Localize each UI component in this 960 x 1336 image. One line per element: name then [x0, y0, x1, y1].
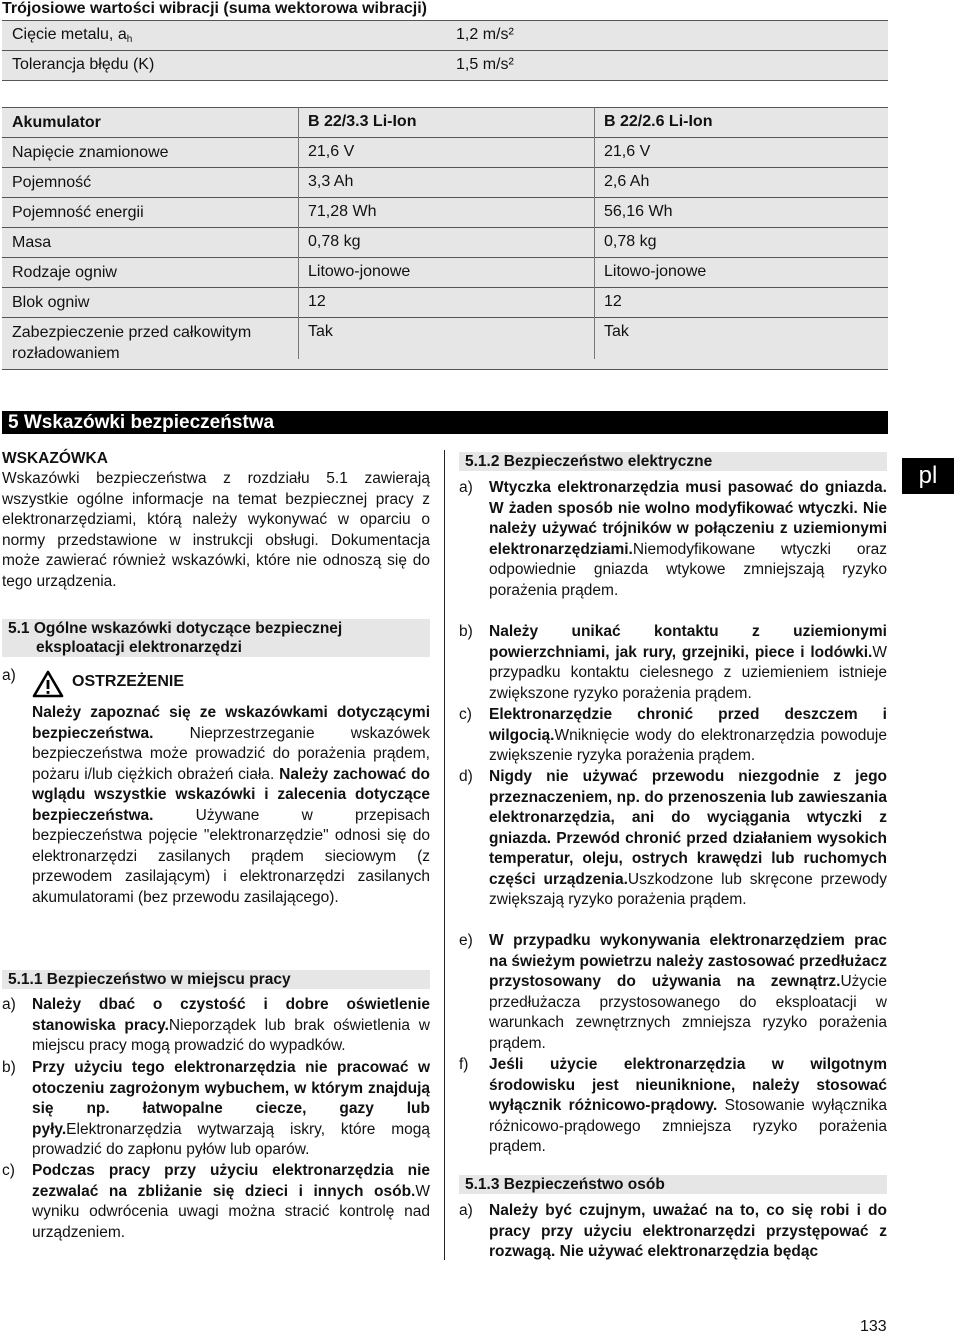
list-item: a) Należy dbać o czystość i dobre oświetlenie stanowiska pracy.Nieporządek lub brak oświetlenia w miejscu pracy mogą prowadzić do wypadków. [2, 996, 430, 1054]
list-item: f) Jeśli użycie elektronarzędzia w wilgotnym środowisku jest nieuniknione, należy stosować wyłącznik różnicowo-prądowy. Stosowanie wyłącznika różnicowo-prądowego zmniejsza ryzyko porażenia prądem. [459, 1056, 887, 1155]
subsection-title-5-1-2: 5.1.2 Bezpieczeństwo elektryczne [459, 452, 887, 471]
column-divider [444, 450, 445, 1260]
table-cell: Pojemność [12, 174, 92, 191]
table-cell: Tak [308, 323, 333, 340]
list-item: a) Należy być czujnym, uważać na to, co się robi i do pracy przy użyciu elektronarzędzi przystępować z rozwagą. Nie używać elektronarzędzia będąc [459, 1202, 887, 1260]
header-cell: B 22/2.6 Li-Ion [604, 113, 713, 130]
vibration-value: 1,5 m/s² [456, 56, 514, 73]
table-cell: Rodzaje ogniw [12, 264, 117, 281]
table-cell: Napięcie znamionowe [12, 144, 169, 161]
vibration-label: Cięcie metalu, ah [12, 26, 133, 45]
header-cell: Akumulator [12, 114, 101, 131]
header-cell: B 22/3.3 Li-Ion [308, 113, 417, 130]
table-cell: 3,3 Ah [308, 173, 354, 190]
list-item: e) W przypadku wykonywania elektronarzędziem prac na świeżym powietrzu należy zastosować przedłużacz przystosowany do używania na zewnątrz.Użycie przedłużacza przystosowanego do eksploatacji w warunkach zewnętrznych zmniejsza ryzyko porażenia prądem. [459, 932, 887, 1052]
table-row [2, 317, 888, 370]
table-header-row [2, 107, 888, 137]
note-heading: WSKAZÓWKA [2, 450, 108, 467]
table-cell: Litowo-jonowe [604, 263, 707, 280]
table-cell: 71,28 Wh [308, 203, 377, 220]
table-row [2, 197, 888, 227]
table-cell: Tak [604, 323, 629, 340]
table-cell: 0,78 kg [604, 233, 657, 250]
table-cell: Pojemność energii [12, 204, 144, 221]
table-row [2, 227, 888, 257]
list-item: b) Należy unikać kontaktu z uziemionymi powierzchniami, jak rury, grzejniki, piece i lodówki.W przypadku kontaktu cielesnego z uziemieniem istnieje zwiększone ryzyko porażenia prądem. [459, 623, 887, 702]
table-row [2, 20, 888, 50]
table-row [2, 287, 888, 317]
table-cell: 21,6 V [604, 143, 651, 160]
table-row [2, 137, 888, 167]
list-item: b) Przy użyciu tego elektronarzędzia nie pracować w otoczeniu zagrożonym wybuchem, w którym znajdują się np. łatwopalne ciecze, gazy lub pyły.Elektronarzędzia wytwarzają iskry, które mogą prowadzić do zapłonu pyłów lub oparów. [2, 1059, 430, 1158]
vibration-title: Trójosiowe wartości wibracji (suma wektorowa wibracji) [2, 0, 428, 17]
vibration-label: Tolerancja błędu (K) [12, 56, 155, 73]
subsection-title-5-1: 5.1 Ogólne wskazówki dotyczące bezpiecznej eksploatacji elektronarzędzi [2, 619, 430, 657]
list-item: c) Elektronarzędzie chronić przed deszczem i wilgocią.Wniknięcie wody do elektronarzędzia powoduje zwiększenie ryzyka porażenia prądem. [459, 706, 887, 764]
subsection-title-5-1-3: 5.1.3 Bezpieczeństwo osób [459, 1175, 887, 1194]
warning-triangle-icon [32, 670, 64, 698]
section-header [2, 411, 888, 434]
table-cell: 2,6 Ah [604, 173, 650, 190]
table-cell: 12 [604, 293, 622, 310]
table-cell: Zabezpieczenie przed całkowitym rozładowaniem [12, 324, 252, 362]
note-text: Wskazówki bezpieczeństwa z rozdziału 5.1 zawierają wszystkie ogólne informacje na temat bezpiecznej pracy z elektronarzędziami, którą należy wykonywać w oparciu o normy przedstawione w instrukcji obsługi. Dokumentacja może zawierać również wskazówki, które nie odnoszą się do tego urządzenia. [2, 470, 430, 590]
list-item: c) Podczas pracy przy użyciu elektronarzędzia nie zezwalać na zbliżanie się dzieci i innych osób.W wyniku odwrócenia uwagi można stracić kontrolę nad urządzeniem. [2, 1162, 430, 1241]
table-row [2, 50, 888, 81]
table-cell: Masa [12, 234, 52, 251]
battery-table [2, 107, 888, 370]
vibration-table [2, 20, 888, 81]
table-cell: Blok ogniw [12, 294, 90, 311]
list-item: a) Wtyczka elektronarzędzia musi pasować do gniazda. W żaden sposób nie wolno modyfikować wtyczki. Nie należy używać trójników w połączeniu z uziemionymi elektronarzędziami.Niemodyfikowane wtyczki oraz odpowiednie gniazda wtykowe zmniejszają ryzyko porażenia prądem. [459, 479, 887, 599]
item-label: a) [2, 667, 16, 684]
table-row [2, 257, 888, 287]
warning-label: OSTRZEŻENIE [72, 673, 185, 690]
table-cell: 12 [308, 293, 326, 310]
section-title: 5 Wskazówki bezpieczeństwa [8, 412, 275, 433]
table-row [2, 167, 888, 197]
table-cell: Litowo-jonowe [308, 263, 411, 280]
language-tab: pl [902, 458, 954, 494]
table-cell: 56,16 Wh [604, 203, 673, 220]
vibration-value: 1,2 m/s² [456, 26, 514, 43]
subsection-title-5-1-1: 5.1.1 Bezpieczeństwo w miejscu pracy [2, 970, 430, 989]
page-number: 133 [860, 1318, 887, 1335]
list-item: d) Nigdy nie używać przewodu niezgodnie z jego przeznaczeniem, np. do przenoszenia lub zawieszania elektronarzędzia, ani do wyciągania wtyczki z gniazda. Przewód chronić przed działaniem wysokich temperatur, oleju, ostrych krawędzi lub ruchomych części urządzenia.Uszkodzone lub skręcone przewody zwiększają ryzyko porażenia prądem. [459, 768, 887, 908]
column-divider [594, 107, 595, 359]
warning-text: Należy zapoznać się ze wskazówkami dotyczącymi bezpieczeństwa. Nieprzestrzeganie wskazówek bezpieczeństwa może prowadzić do porażenia prądem, pożaru i/lub ciężkich obrażeń ciała. Należy zachować do wglądu wszystkie wskazówki i zalecenia dotyczące bezpieczeństwa. Używane w przepisach bezpieczeństwa pojęcie "elektronarzędzie" odnosi się do elektronarzędzi zasilanych prądem sieciowym (z przewodem zasilającym) i elektronarzędzi zasilanych akumulatorami (bez przewodu zasilającego). [32, 704, 431, 906]
column-divider [298, 107, 299, 359]
table-cell: 0,78 kg [308, 233, 361, 250]
table-cell: 21,6 V [308, 143, 355, 160]
